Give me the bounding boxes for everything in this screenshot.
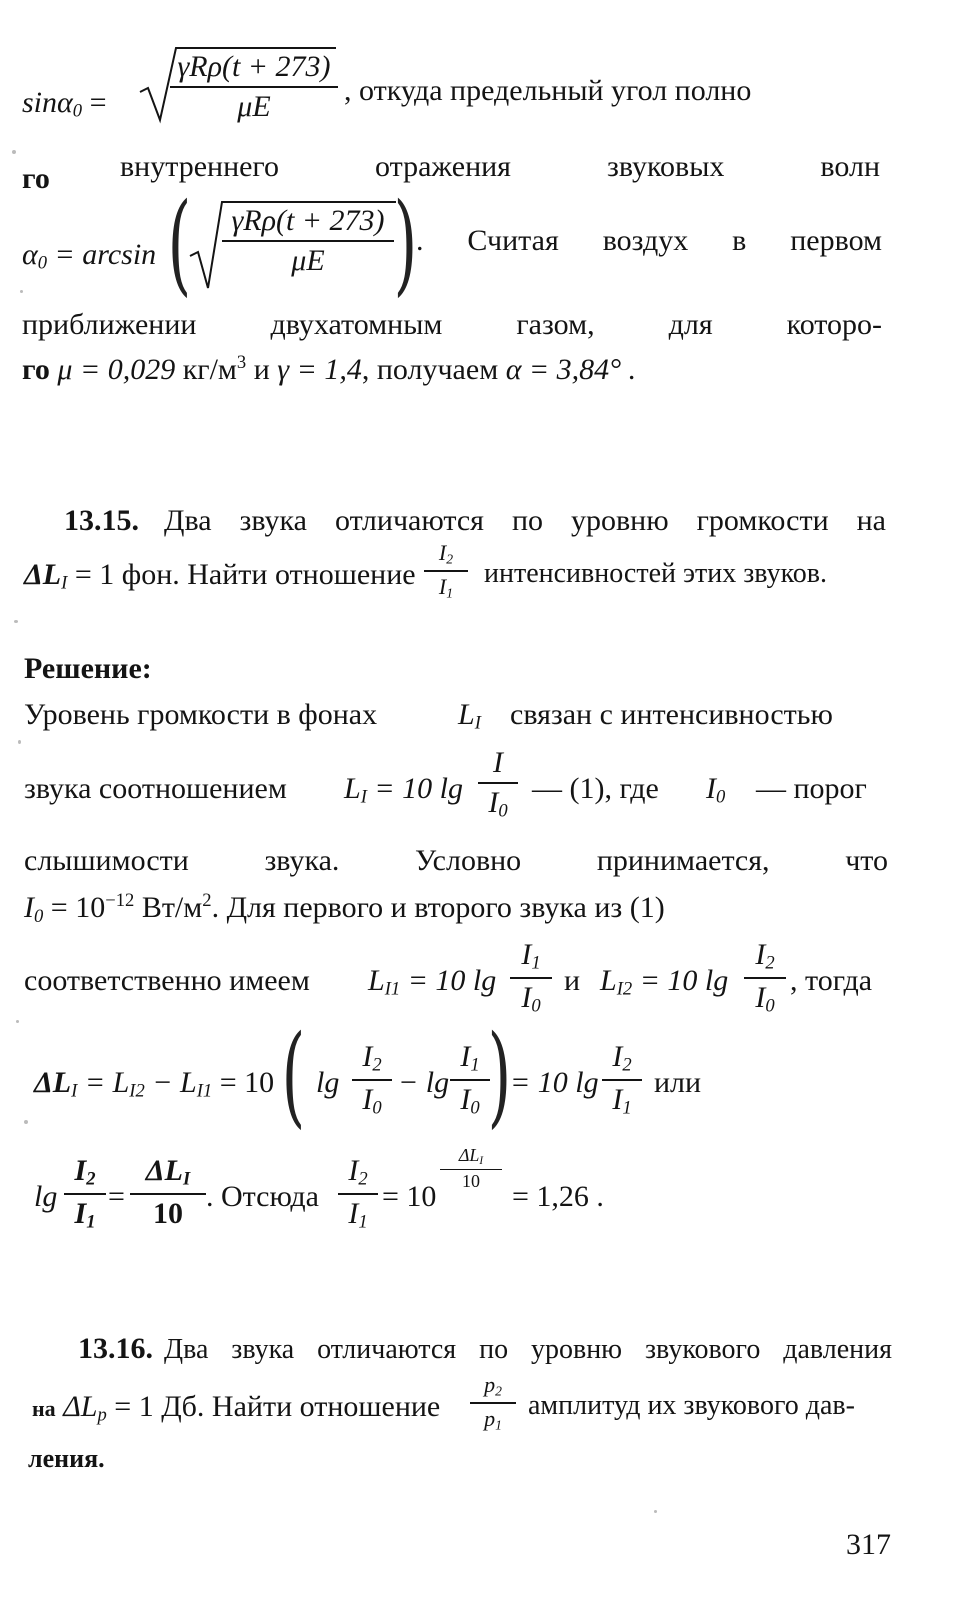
intro-go-fragment: го	[22, 353, 50, 387]
problem-number: 13.16.	[78, 1332, 153, 1365]
solution-text-line4	[24, 892, 888, 926]
formula-1-label: — (1), где	[532, 772, 659, 805]
intensity-unit: Вт/м	[141, 891, 203, 925]
exp-num: ΔL	[458, 1145, 480, 1165]
eq1-l2: = L	[84, 1066, 130, 1099]
fraction-den: I	[521, 981, 532, 1015]
ratio-numerator: p	[484, 1372, 496, 1397]
radical-numerator: γRρ(t + 273)	[231, 204, 385, 237]
radical-numerator: γRρ(t + 273)	[177, 50, 331, 83]
fraction-bar	[470, 1402, 516, 1404]
fraction-bar	[130, 1193, 206, 1195]
unit-exponent: 3	[236, 352, 247, 373]
eq2-result: = 1,26 .	[512, 1180, 604, 1213]
result-text: , получаем	[361, 353, 499, 387]
i-subscript: 0	[716, 786, 726, 808]
problem-1315-line2	[24, 560, 416, 593]
eq2-fraction-2	[130, 1156, 206, 1229]
intro-text-line4: приближении двухатомным газом, для которо-	[22, 308, 882, 341]
i0-equals: = 10	[50, 891, 106, 925]
intro-text-line3: . Считая воздух в первом	[416, 224, 882, 257]
na-text: на	[32, 1396, 56, 1421]
solution-heading: Решение:	[24, 652, 152, 685]
conjunction: или	[654, 1066, 702, 1099]
alpha0-symbol: α	[57, 86, 73, 119]
formula-eq: = 10 lg	[639, 964, 729, 997]
solution-text-tail: — порог	[756, 772, 867, 805]
fraction-den-sub: 0	[372, 1097, 382, 1119]
l-subscript: I	[474, 712, 481, 734]
problem-1316-text3: ления.	[28, 1444, 105, 1473]
problem-1315-text1: Два звука отличаются по уровню громкости на	[164, 504, 886, 537]
l-i2-fraction	[744, 940, 786, 1016]
ratio-numerator: I	[438, 540, 447, 565]
sin-text: sin	[22, 86, 58, 119]
i0-subscript: 0	[34, 905, 44, 927]
sin-alpha-label	[22, 88, 106, 121]
fraction-num-sub: I	[182, 1168, 191, 1190]
l-subscript: I2	[616, 978, 633, 1000]
page-number: 317	[846, 1528, 891, 1561]
fraction-num-sub: 2	[372, 1054, 382, 1076]
intro-go-fragment: го	[22, 162, 50, 195]
scan-speck	[12, 150, 16, 154]
alpha-result: α = 3,84° .	[505, 353, 637, 387]
alpha0-subscript: 0	[37, 252, 48, 274]
problem-number: 13.15.	[64, 504, 139, 537]
fraction-num-sub: 2	[86, 1168, 96, 1190]
equals-sign: =	[89, 86, 107, 119]
delta-l-symbol: ΔL	[34, 1066, 72, 1099]
scan-speck	[20, 290, 23, 293]
i0-symbol	[706, 774, 725, 807]
intro-text-line5	[22, 354, 636, 385]
left-paren: (	[167, 179, 192, 307]
solution-text-end: связан с интенсивностью	[510, 698, 833, 731]
fraction-bar	[352, 1079, 392, 1081]
fraction-num: I	[362, 1040, 373, 1073]
delta-l-symbol: ΔL	[24, 558, 62, 591]
fraction-bar	[424, 570, 468, 572]
i0-symbol: I	[24, 891, 34, 925]
fraction-den: 10	[153, 1197, 183, 1231]
fraction-num: I	[74, 1154, 87, 1187]
fraction-den-sub: 0	[765, 995, 775, 1017]
formula-1-den: I	[488, 786, 499, 819]
problem-1316-line2	[32, 1392, 440, 1425]
eq2-fraction-3	[338, 1156, 378, 1232]
fraction-den: I	[755, 981, 766, 1015]
scan-speck	[16, 1020, 19, 1023]
problem-1316-text2b: амплитуд их звукового дав-	[528, 1390, 855, 1421]
solution-text-line2: звука соотношением	[24, 772, 287, 805]
scan-speck	[18, 740, 21, 744]
density-unit: кг/м	[182, 353, 237, 387]
fraction-bar	[478, 782, 518, 784]
gamma-value: γ = 1,4	[277, 353, 362, 387]
i-symbol: I	[706, 772, 716, 805]
conjunction: и	[564, 964, 581, 997]
solution-l-var	[458, 700, 481, 733]
eq1-fraction-1	[352, 1042, 392, 1118]
fraction-den-sub: 0	[470, 1097, 480, 1119]
radical-denominator: μE	[237, 90, 271, 123]
fraction-bar	[222, 240, 394, 242]
solution-text-line5: соответственно имеем	[24, 964, 310, 997]
fraction-den: I	[348, 1197, 359, 1231]
eq1-l1: − L	[152, 1066, 197, 1099]
problem-1315-text2a: = 1 фон. Найти отношение	[74, 558, 416, 591]
solution-text: . Для первого и второго звука из (1)	[211, 891, 665, 925]
fraction-bar	[744, 977, 786, 979]
eq1-eq2: = 10 lg	[510, 1066, 599, 1099]
formula-1-den-sub: 0	[498, 800, 508, 822]
fraction-num: I	[460, 1040, 471, 1073]
lg-text: lg	[34, 1180, 58, 1213]
solution-text-line3: слышимости звука. Условно принимается, что	[24, 844, 888, 877]
l-i2-formula	[600, 966, 728, 999]
radical-fraction-1	[170, 52, 338, 122]
lg-text: − lg	[398, 1066, 450, 1099]
fraction-den-sub: 1	[86, 1211, 96, 1233]
alpha0-symbol: α	[22, 238, 38, 271]
fraction-den-sub: 1	[358, 1211, 368, 1233]
ratio-num-sub: 2	[446, 551, 454, 567]
l-symbol: L	[600, 964, 617, 997]
ratio-den-sub: 1	[446, 585, 454, 601]
lg-text: lg	[316, 1066, 340, 1099]
radical-denominator: μE	[291, 244, 325, 277]
unit-exponent: 2	[202, 890, 212, 911]
solution-line1	[24, 700, 377, 730]
l-subscript: I1	[384, 978, 401, 1000]
eq1-fraction-3	[602, 1042, 642, 1118]
arcsin-text: = arcsin	[54, 238, 157, 271]
scan-speck	[14, 620, 18, 623]
l-symbol: L	[344, 772, 361, 805]
fraction-den: I	[74, 1197, 87, 1231]
problem-1316-text1: Два звука отличаются по уровню звукового давления	[164, 1334, 892, 1365]
left-paren: (	[281, 1011, 306, 1139]
fraction-bar	[450, 1079, 490, 1081]
fraction-bar	[510, 977, 552, 979]
alpha0-subscript: 0	[72, 100, 83, 122]
pressure-ratio-fraction	[470, 1374, 516, 1432]
l-symbol: L	[458, 698, 475, 731]
fraction-den: I	[460, 1083, 471, 1117]
eq2-fraction-1	[64, 1156, 106, 1232]
right-paren: )	[487, 1011, 512, 1139]
fraction-num: I	[348, 1154, 359, 1187]
alpha0-arcsin-label	[22, 240, 156, 273]
formula-eq: = 10 lg	[407, 964, 497, 997]
fraction-den-sub: 0	[531, 995, 541, 1017]
delta-l-subscript: I	[71, 1080, 78, 1102]
problem-1315-line1	[64, 506, 139, 536]
problem-1315-text2b: интенсивностей этих звуков.	[484, 558, 827, 589]
l-subscript: I	[360, 786, 367, 808]
fraction-num-sub: 2	[358, 1168, 368, 1190]
ratio-denominator: p	[484, 1406, 496, 1432]
ratio-num-sub: 2	[495, 1383, 502, 1399]
fraction-num-sub: 2	[622, 1054, 632, 1076]
radical-fraction-2	[222, 206, 394, 276]
l-i1-formula	[368, 966, 496, 999]
scan-speck	[654, 1510, 657, 1513]
formula-1-lhs	[344, 774, 463, 807]
problem-1316-text2a: = 1 Дб. Найти отношение	[114, 1390, 441, 1423]
fraction-bar	[338, 1193, 378, 1195]
exp-den: 10	[462, 1170, 480, 1191]
formula-1-eq: = 10 lg	[374, 772, 463, 805]
l-i1-fraction	[510, 940, 552, 1016]
fraction-num: I	[521, 938, 532, 971]
fraction-num-sub: 2	[765, 952, 775, 974]
fraction-bar	[64, 1193, 106, 1195]
right-paren: )	[393, 179, 418, 307]
eq1-l2-sub: I2	[129, 1080, 145, 1102]
formula-1-fraction	[478, 748, 518, 821]
eq1-lhs	[34, 1068, 274, 1101]
exp-num-sub: I	[479, 1154, 484, 1167]
delta-l-subscript: I	[61, 572, 68, 594]
solution-text: , тогда	[790, 964, 873, 997]
fraction-bar	[602, 1079, 642, 1081]
fraction-num-sub: 1	[531, 952, 541, 974]
eq2-ten: = 10	[382, 1180, 437, 1213]
fraction-bar	[170, 86, 338, 88]
l-symbol: L	[368, 964, 385, 997]
fraction-num-sub: 1	[470, 1054, 480, 1076]
eq1-l1-sub: I1	[196, 1080, 213, 1102]
fraction-den: I	[362, 1083, 373, 1117]
ratio-den-sub: 1	[495, 1417, 502, 1433]
equals-sign: =	[108, 1180, 125, 1213]
fraction-num: I	[612, 1040, 623, 1073]
formula-1-num: I	[493, 746, 503, 779]
delta-subscript: p	[97, 1404, 107, 1426]
eq1-ten: = 10	[219, 1066, 275, 1099]
fraction-bar	[440, 1169, 502, 1170]
eq1-fraction-2	[450, 1042, 490, 1118]
fraction-den-sub: 1	[622, 1097, 632, 1119]
fraction-num: I	[755, 938, 766, 971]
eq2-exponent-fraction	[440, 1146, 502, 1190]
intro-text-line1: , откуда предельный угол полно	[344, 74, 752, 107]
fraction-num: ΔL	[145, 1154, 183, 1187]
conjunction: и	[253, 353, 270, 387]
eq2-thus: . Отсюда	[206, 1180, 319, 1213]
intro-text-line2: внутреннего отражения звуковых волн	[120, 150, 880, 183]
delta-symbol: ΔL	[63, 1390, 98, 1423]
scan-speck	[24, 1120, 28, 1124]
i0-exponent: −12	[105, 890, 135, 911]
intensity-ratio-fraction	[424, 542, 468, 600]
ratio-denominator: I	[438, 574, 447, 600]
fraction-den: I	[612, 1083, 623, 1117]
solution-text: Уровень громкости в фонах	[24, 698, 378, 731]
mu-value: μ = 0,029	[57, 353, 176, 387]
